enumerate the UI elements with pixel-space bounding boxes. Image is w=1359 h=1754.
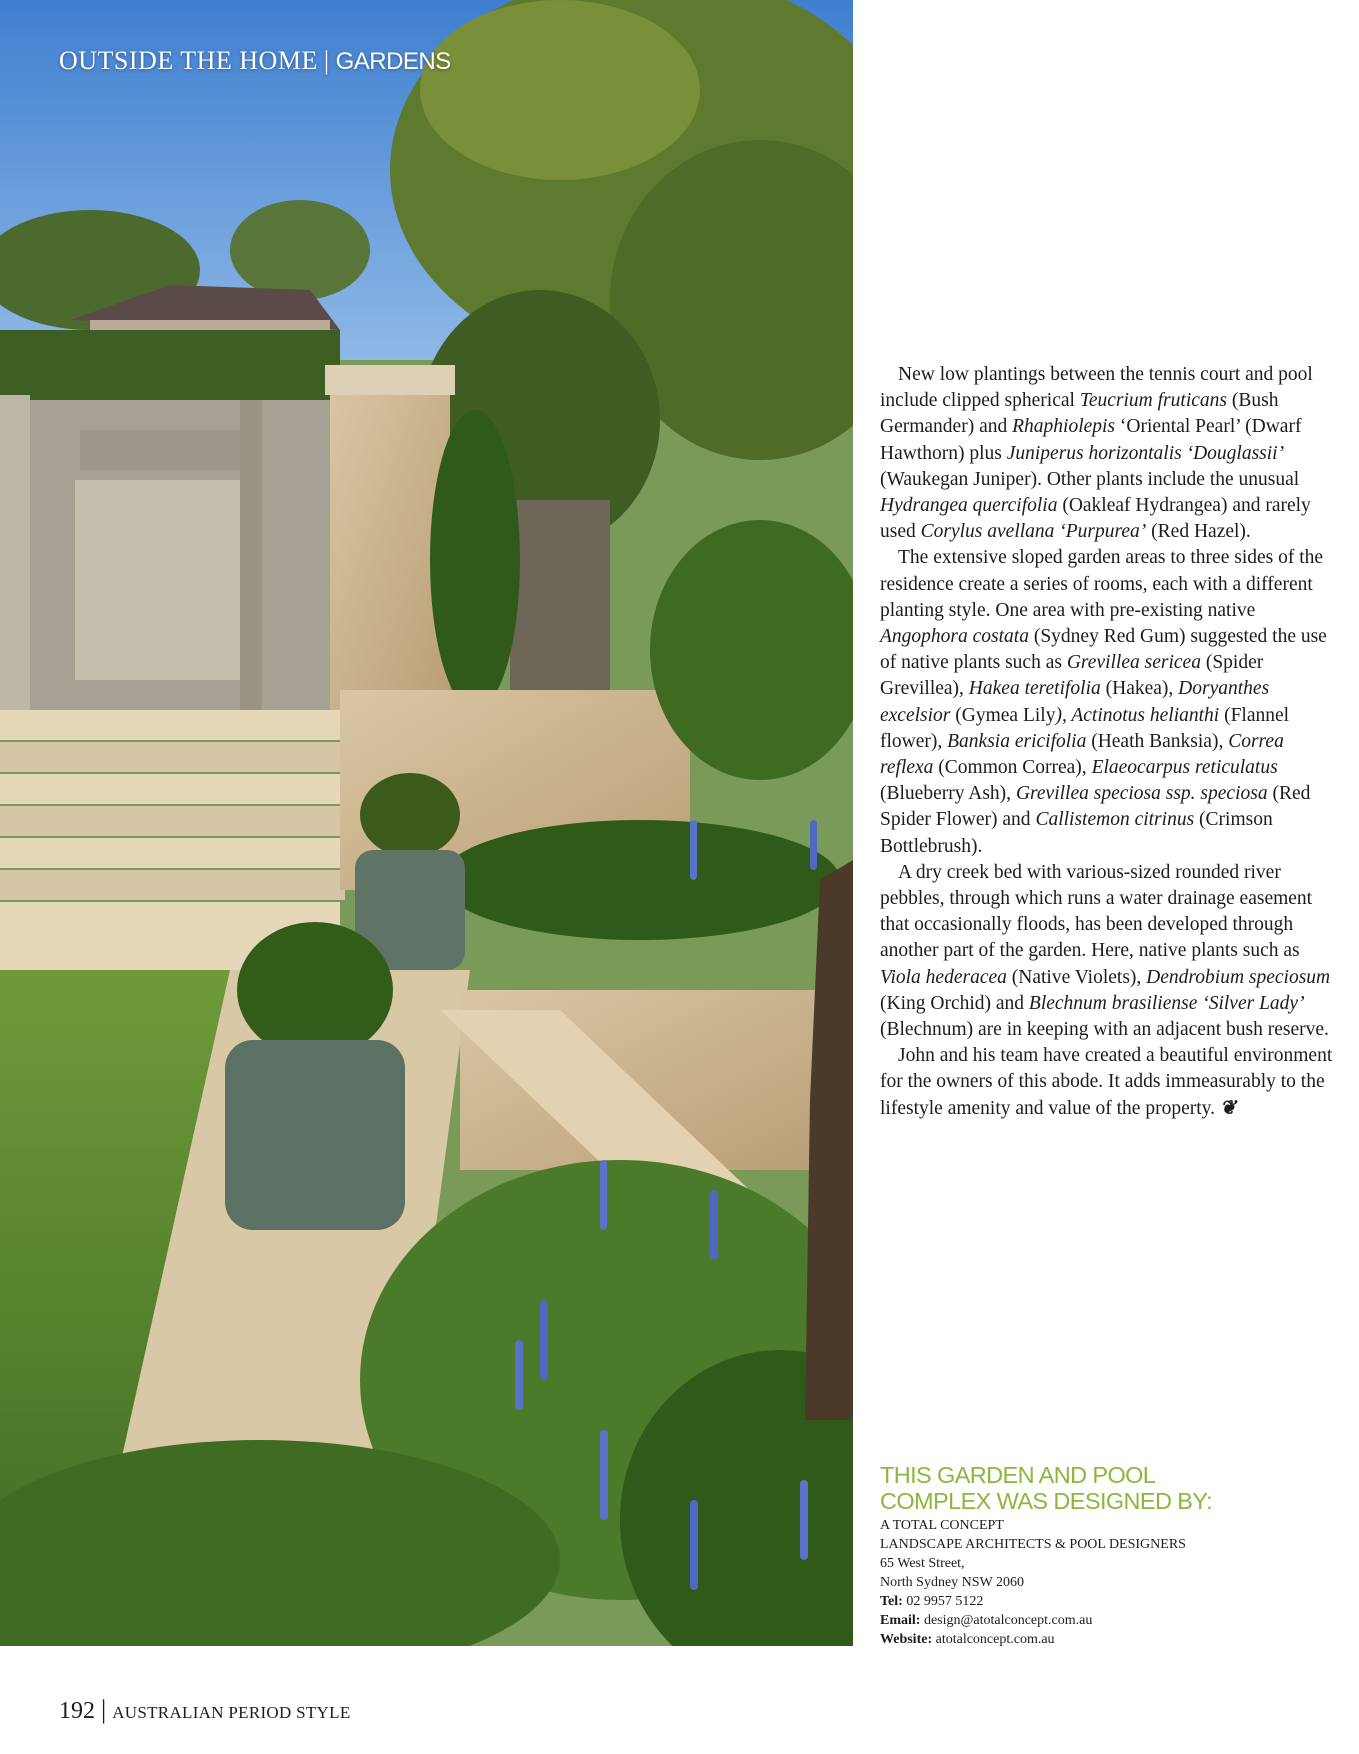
botanical-name: Corylus avellana ‘Purpurea’ (920, 521, 1147, 543)
credit-details (880, 1516, 1340, 1649)
botanical-name: Dendrobium speciosum (1146, 966, 1331, 988)
paragraph-1 (880, 362, 1340, 545)
credit-heading-line-1: THIS GARDEN AND POOL (880, 1462, 1156, 1488)
text-run: (Crimson Bottlebrush). (880, 809, 1273, 857)
text-run: (Native Violets), (1006, 966, 1147, 988)
botanical-name: Teucrium fruticans (1079, 390, 1227, 412)
botanical-name: Grevillea sericea (1066, 652, 1201, 674)
text-run: (Gymea Lily (950, 704, 1056, 726)
credit-heading (880, 1462, 1340, 1514)
botanical-name: Hydrangea quercifolia (880, 495, 1058, 517)
text-run: A dry creek bed with various-sized rounded river pebbles, through which runs a water drainage easement that occasionally floods, has been developed through another part of the garden. Here, native plants such as (880, 861, 1313, 962)
botanical-name: Viola hederacea (880, 966, 1007, 988)
text-run: ‘Oriental Pearl’ (Dwarf Hawthorn) plus (880, 416, 1302, 464)
email-value: design@atotalconcept.com.au (920, 1613, 1093, 1628)
text-run: (Red Hazel). (1146, 521, 1251, 543)
end-mark-icon: ❦ (1219, 1097, 1236, 1119)
botanical-name: Rhaphiolepis (1012, 416, 1116, 438)
website-label: Website: (880, 1632, 933, 1647)
text-run: (Blueberry Ash), (880, 783, 1016, 805)
paragraph-4 (880, 1043, 1340, 1122)
designer-credit (880, 1462, 1340, 1649)
company-subtitle: LANDSCAPE ARCHITECTS & POOL DESIGNERS (880, 1537, 1186, 1552)
botanical-name: Banksia ericifolia (947, 730, 1087, 752)
email (880, 1611, 1340, 1630)
botanical-name: Correa reflexa (880, 730, 1284, 779)
text-run: (Flannel flower), (880, 704, 1290, 752)
article-body (880, 362, 1340, 1122)
page-footer (59, 1695, 351, 1725)
text-run: (Common Correa), (933, 757, 1092, 779)
paragraph-2 (880, 545, 1340, 859)
magazine-title: AUSTRALIAN PERIOD STYLE (112, 1703, 351, 1722)
paragraph-3 (880, 860, 1340, 1043)
text-run: New low plantings between the tennis court and pool include clipped spherical (880, 364, 1313, 412)
botanical-name: Grevillea speciosa ssp. speciosa (1015, 783, 1268, 805)
telephone-label: Tel: (880, 1594, 903, 1609)
botanical-name: Angophora costata (880, 626, 1029, 648)
text-run: (Red Spider Flower) and (880, 783, 1311, 831)
footer-separator: | (101, 1695, 107, 1724)
credit-heading-line-2: COMPLEX WAS DESIGNED BY: (880, 1488, 1213, 1514)
botanical-name: Hakea teretifolia (968, 678, 1101, 700)
email-label: Email: (880, 1613, 921, 1628)
text-run: (Waukegan Juniper). Other plants include the unusual (880, 468, 1300, 490)
text-run: (Bush Germander) and (880, 390, 1279, 438)
text-run: (Blechnum) are in keeping with an adjacent bush reserve. (880, 1019, 1329, 1041)
page-number: 192 (59, 1698, 95, 1724)
botanical-name: Blechnum brasiliense ‘Silver Lady’ (1028, 992, 1305, 1014)
text-run: (Hakea), (1100, 678, 1179, 700)
botanical-name: ), Actinotus helianthi (1055, 704, 1220, 726)
botanical-name: Doryanthes excelsior (880, 678, 1270, 726)
section-label (59, 46, 451, 76)
subsection-name: GARDENS (335, 48, 451, 75)
telephone (880, 1592, 1340, 1611)
section-separator: | (323, 46, 330, 75)
telephone-value: 02 9957 5122 (902, 1594, 984, 1609)
company-name: A TOTAL CONCEPT (880, 1518, 1004, 1533)
botanical-name: Juniperus horizontalis ‘Douglassii’ (1006, 442, 1285, 464)
text-run: (Sydney Red Gum) suggested the use of native plants such as (880, 626, 1327, 674)
address-line-2: North Sydney NSW 2060 (880, 1575, 1025, 1590)
text-run: (King Orchid) and (880, 992, 1029, 1014)
botanical-name: Elaeocarpus reticulatus (1091, 757, 1278, 779)
text-run: (Oakleaf Hydrangea) and rarely used (880, 495, 1311, 543)
section-name: OUTSIDE THE HOME (59, 46, 318, 75)
website-value: atotalconcept.com.au (932, 1632, 1055, 1647)
text-run: The extensive sloped garden areas to three sides of the residence create a series of rooms, each with a different planting style. One area with pre-existing native (880, 547, 1324, 621)
website (880, 1630, 1340, 1649)
text-run: John and his team have created a beautiful environment for the owners of this abode. It adds immeasurably to the lifestyle amenity and value of the property. (880, 1045, 1333, 1119)
botanical-name: Callistemon citrinus (1035, 809, 1195, 831)
text-run: (Heath Banksia), (1086, 730, 1229, 752)
text-run: (Spider Grevillea), (880, 652, 1264, 700)
address-line-1: 65 West Street, (880, 1556, 965, 1571)
